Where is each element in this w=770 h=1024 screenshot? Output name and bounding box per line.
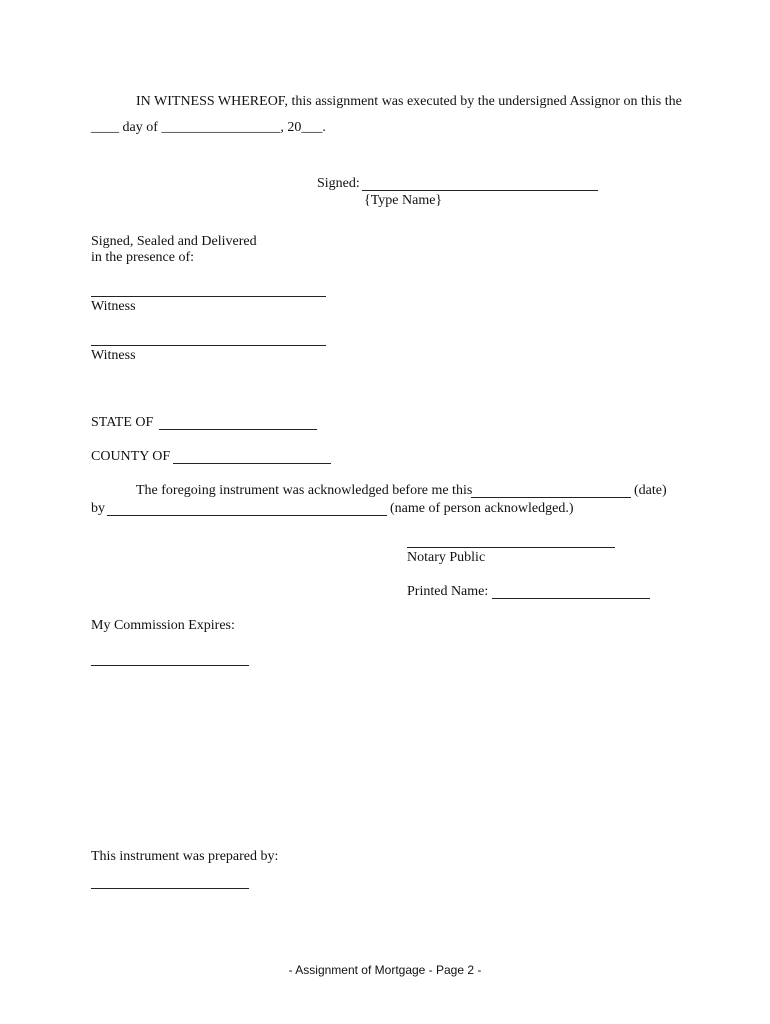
witness-1-signature-line[interactable] — [91, 296, 326, 297]
county-of-label: COUNTY OF — [91, 449, 171, 464]
commission-expires-line[interactable] — [91, 665, 249, 666]
county-line[interactable] — [173, 463, 331, 464]
by-label: by — [91, 501, 105, 516]
notary-public-label: Notary Public — [407, 550, 486, 565]
witness-2-label: Witness — [91, 348, 136, 363]
state-line[interactable] — [159, 429, 317, 430]
commission-expires-label: My Commission Expires: — [91, 618, 235, 633]
witness-1-label: Witness — [91, 299, 136, 314]
prepared-by-label: This instrument was prepared by: — [91, 849, 279, 864]
type-name-label: {Type Name} — [364, 193, 443, 208]
signed-label: Signed: — [317, 176, 360, 191]
person-name-line[interactable] — [107, 515, 387, 516]
date-suffix: (date) — [634, 483, 667, 498]
acknowledgment-date-line[interactable] — [471, 497, 631, 498]
acknowledgment-text: The foregoing instrument was acknowledged before me this — [136, 483, 473, 498]
printed-name-line[interactable] — [492, 598, 650, 599]
witness-paragraph-line2: ____ day of _________________, 20___. — [91, 120, 326, 135]
notary-signature-line[interactable] — [407, 547, 615, 548]
page-footer: - Assignment of Mortgage - Page 2 - — [288, 963, 482, 977]
printed-name-label: Printed Name: — [407, 584, 489, 599]
signed-sealed-delivered: Signed, Sealed and Delivered — [91, 234, 257, 249]
in-presence-of: in the presence of: — [91, 250, 195, 265]
signature-line[interactable] — [362, 190, 598, 191]
witness-paragraph-line1: IN WITNESS WHEREOF, this assignment was executed by the undersigned Assignor on this the — [136, 94, 682, 109]
state-of-label: STATE OF — [91, 415, 154, 430]
prepared-by-line[interactable] — [91, 888, 249, 889]
witness-2-signature-line[interactable] — [91, 345, 326, 346]
person-acknowledged-suffix: (name of person acknowledged.) — [390, 501, 574, 516]
